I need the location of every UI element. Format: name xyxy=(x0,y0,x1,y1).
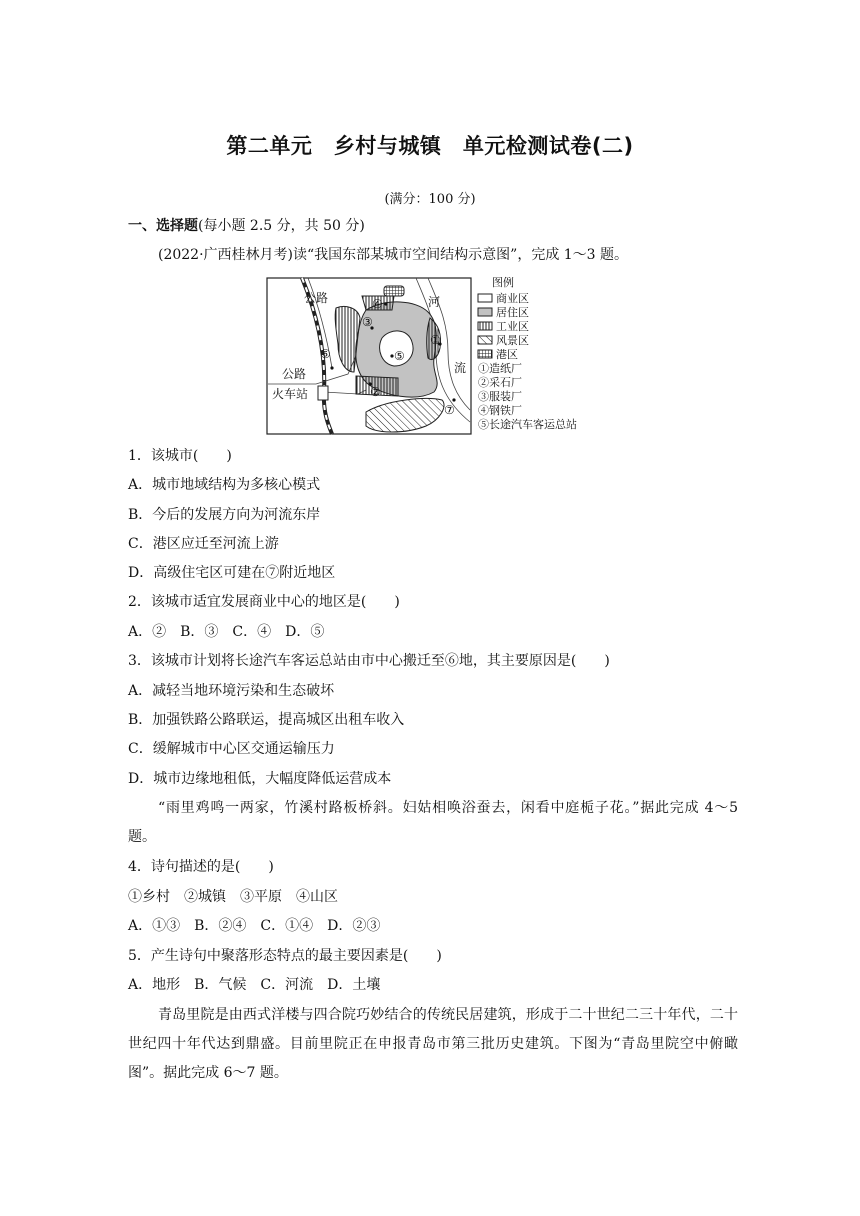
label-m7: ⑦ xyxy=(444,403,455,417)
poem-paragraph: “雨里鸡鸣一两家，竹溪村路板桥斜。妇姑相唤浴蚕去，闲看中庭栀子花。”据此完成 4～5 题。 xyxy=(128,800,738,845)
label-m4: ④ xyxy=(372,297,383,311)
q3-option-c: C．缓解城市中心区交通运输压力 xyxy=(128,741,335,757)
label-m6: ⑥ xyxy=(320,347,331,361)
q1-stem: 1．该城市( ) xyxy=(128,448,232,464)
map-legend xyxy=(478,275,577,431)
q1-option-a: A．城市地域结构为多核心模式 xyxy=(128,477,321,493)
city-structure-map xyxy=(266,272,606,440)
legend-scenic: 风景区 xyxy=(496,334,529,347)
legend-num-2: ②采石厂 xyxy=(478,376,522,389)
section-heading-line xyxy=(128,216,365,236)
legend-residential: 居住区 xyxy=(496,306,529,319)
legend-swatch-industrial xyxy=(478,322,492,330)
label-road-north: 公路 xyxy=(304,291,329,305)
q3-option-b: B．加强铁路公路联运，提高城区出租车收入 xyxy=(128,712,405,728)
q4-choices: ①乡村 ②城镇 ③平原 ④山区 xyxy=(128,889,338,905)
legend-swatch-scenic xyxy=(478,336,492,344)
intro-1-3: (2022·广西桂林月考)读“我国东部某城市空间结构示意图”，完成 1～3 题。 xyxy=(158,247,629,263)
legend-num-3: ③服装厂 xyxy=(478,390,522,403)
legend-commercial: 商业区 xyxy=(496,292,529,305)
legend-title: 图例 xyxy=(492,276,514,289)
qingdao-paragraph: 青岛里院是由西式洋楼与四合院巧妙结合的传统民居建筑，形成于二十世纪二三十年代，二十世纪四十年代达到鼎盛。目前里院正在申报青岛市第三批历史建筑。下图为“青岛里院空中俯瞰图”。据此完成 6～7 题。 xyxy=(128,1007,738,1081)
marker-dot-4 xyxy=(384,302,387,305)
q2-stem: 2．该城市适宜发展商业中心的地区是( ) xyxy=(128,594,400,610)
section-heading: 一、选择题 xyxy=(128,218,198,234)
q1-option-c: C．港区应迁至河流上游 xyxy=(128,536,279,552)
label-river-1: 河 xyxy=(428,295,441,309)
legend-num-1: ①造纸厂 xyxy=(478,362,522,375)
label-station: 火车站 xyxy=(272,387,309,401)
label-road-west: 公路 xyxy=(282,367,307,381)
legend-industrial: 工业区 xyxy=(496,320,529,333)
q1-option-d: D．高级住宅区可建在⑦附近地区 xyxy=(128,565,336,581)
q1-option-b: B．今后的发展方向为河流东岸 xyxy=(128,507,321,523)
q3-option-a: A．减轻当地环境污染和生态破坏 xyxy=(128,683,335,699)
q3-stem: 3．该城市计划将长途汽车客运总站由市中心搬迁至⑥地，其主要原因是( ) xyxy=(128,653,610,669)
label-m1: ① xyxy=(430,333,441,347)
legend-num-5: ⑤长途汽车客运总站 xyxy=(478,418,577,431)
page-title: 第二单元 乡村与城镇 单元检测试卷(二) xyxy=(226,134,634,158)
q5-options: A．地形 B．气候 C．河流 D．土壤 xyxy=(128,977,381,993)
q4-stem: 4．诗句描述的是( ) xyxy=(128,859,274,875)
legend-port: 港区 xyxy=(496,348,518,361)
q4-options: A．①③ B．②④ C．①④ D．②③ xyxy=(128,918,381,934)
label-m3: ③ xyxy=(362,315,373,329)
q3-option-d: D．城市边缘地租低，大幅度降低运营成本 xyxy=(128,771,392,787)
label-river-2: 流 xyxy=(454,361,467,375)
legend-swatch-port xyxy=(478,350,492,358)
q2-options: A．② B．③ C．④ D．⑤ xyxy=(128,624,325,640)
score-note: (满分：100 分) xyxy=(384,192,476,207)
station-icon xyxy=(318,386,328,400)
port-zone xyxy=(384,286,404,296)
marker-dot-7 xyxy=(452,398,455,401)
label-m2: ② xyxy=(370,385,381,399)
label-m5: ⑤ xyxy=(394,349,405,363)
section-note: (每小题 2.5 分，共 50 分) xyxy=(198,218,365,234)
q5-stem: 5．产生诗句中聚落形态特点的最主要因素是( ) xyxy=(128,948,442,964)
marker-dot-6 xyxy=(330,366,333,369)
legend-swatch-residential xyxy=(478,308,492,316)
legend-num-4: ④钢铁厂 xyxy=(478,404,522,417)
legend-swatch-commercial xyxy=(478,294,492,302)
